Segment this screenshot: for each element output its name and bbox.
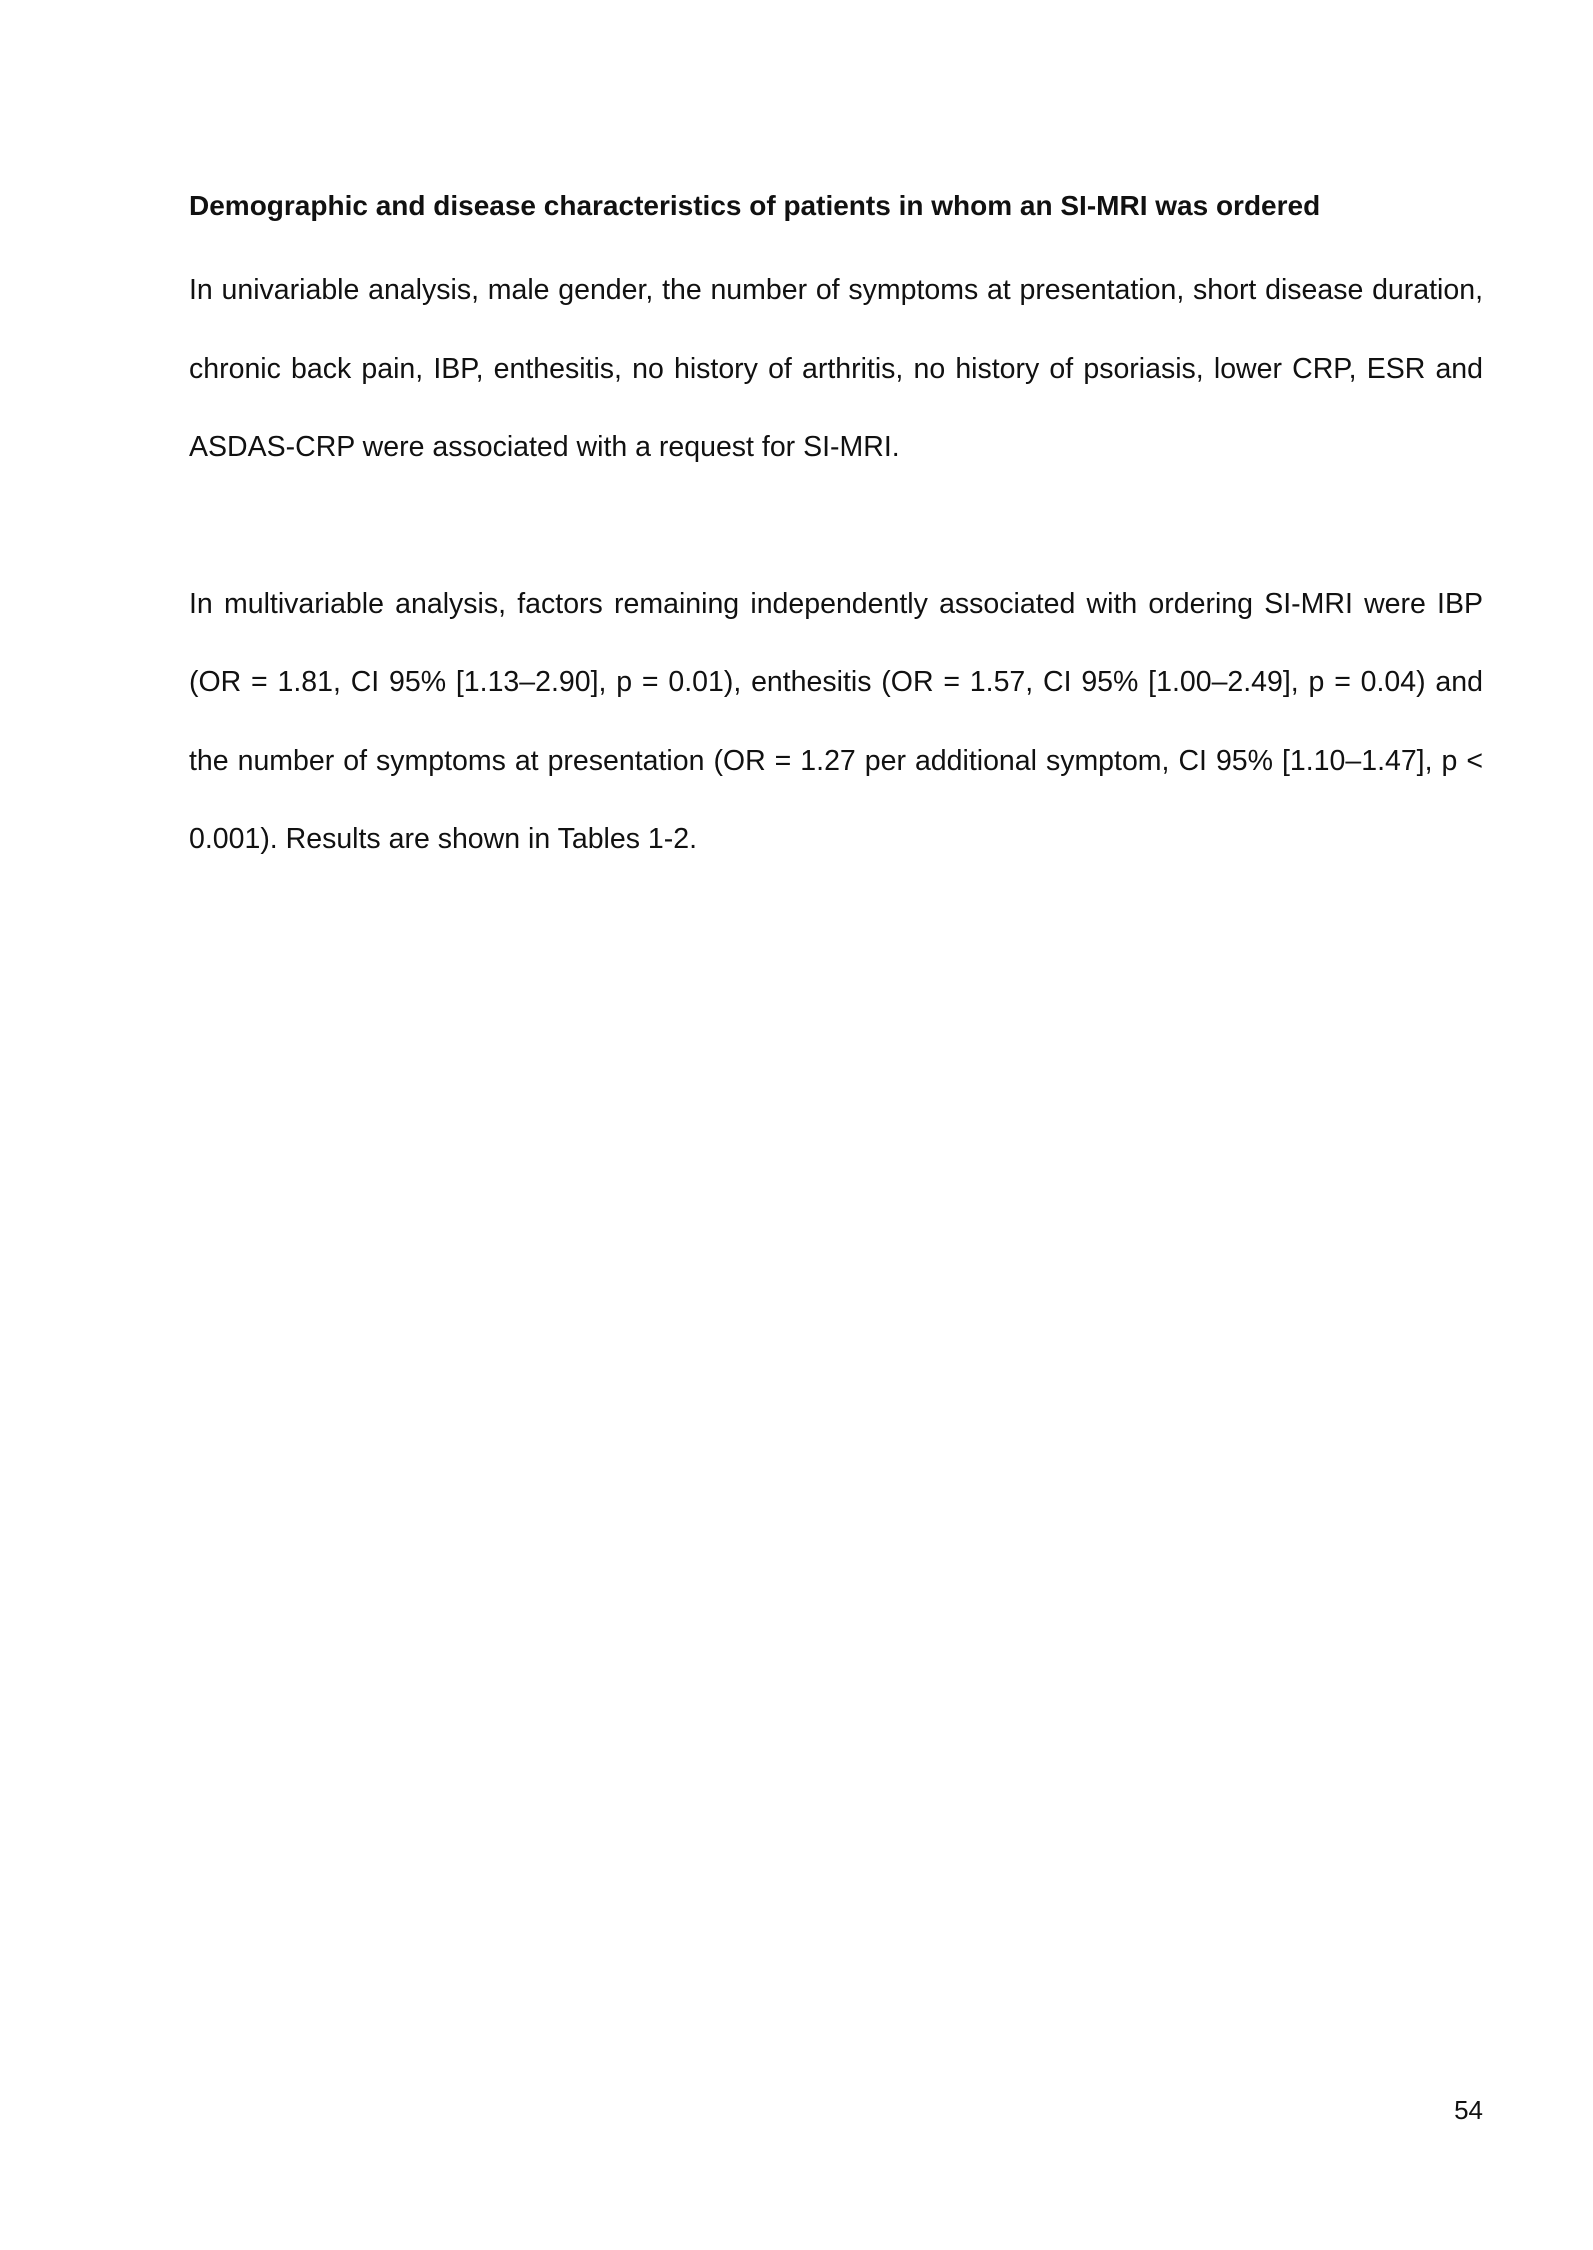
- page-number: 54: [1454, 2095, 1483, 2125]
- section-heading: Demographic and disease characteristics of patients in whom an SI-MRI was ordered: [189, 190, 1321, 221]
- paragraph-univariable: In univariable analysis, male gender, the number of symptoms at presentation, short disease duration, chronic back pain, IBP, enthesitis, no history of arthritis, no history of psoriasis, lower CRP, ESR and ASDAS-CRP were associated with a request for SI-MRI.: [189, 274, 1483, 463]
- page-content: [189, 188, 1483, 879]
- paragraph-multivariable: In multivariable analysis, factors remaining independently associated with ordering SI-MRI were IBP (OR = 1.81, CI 95% [1.13–2.90], p = 0.01), enthesitis (OR = 1.57, CI 95% [1.00–2.49], p = 0.04) and the number of symptoms at presentation (OR = 1.27 per additional symptom, CI 95% [1.10–1.47], p < 0.001). Results are shown in Tables 1-2.: [189, 587, 1483, 855]
